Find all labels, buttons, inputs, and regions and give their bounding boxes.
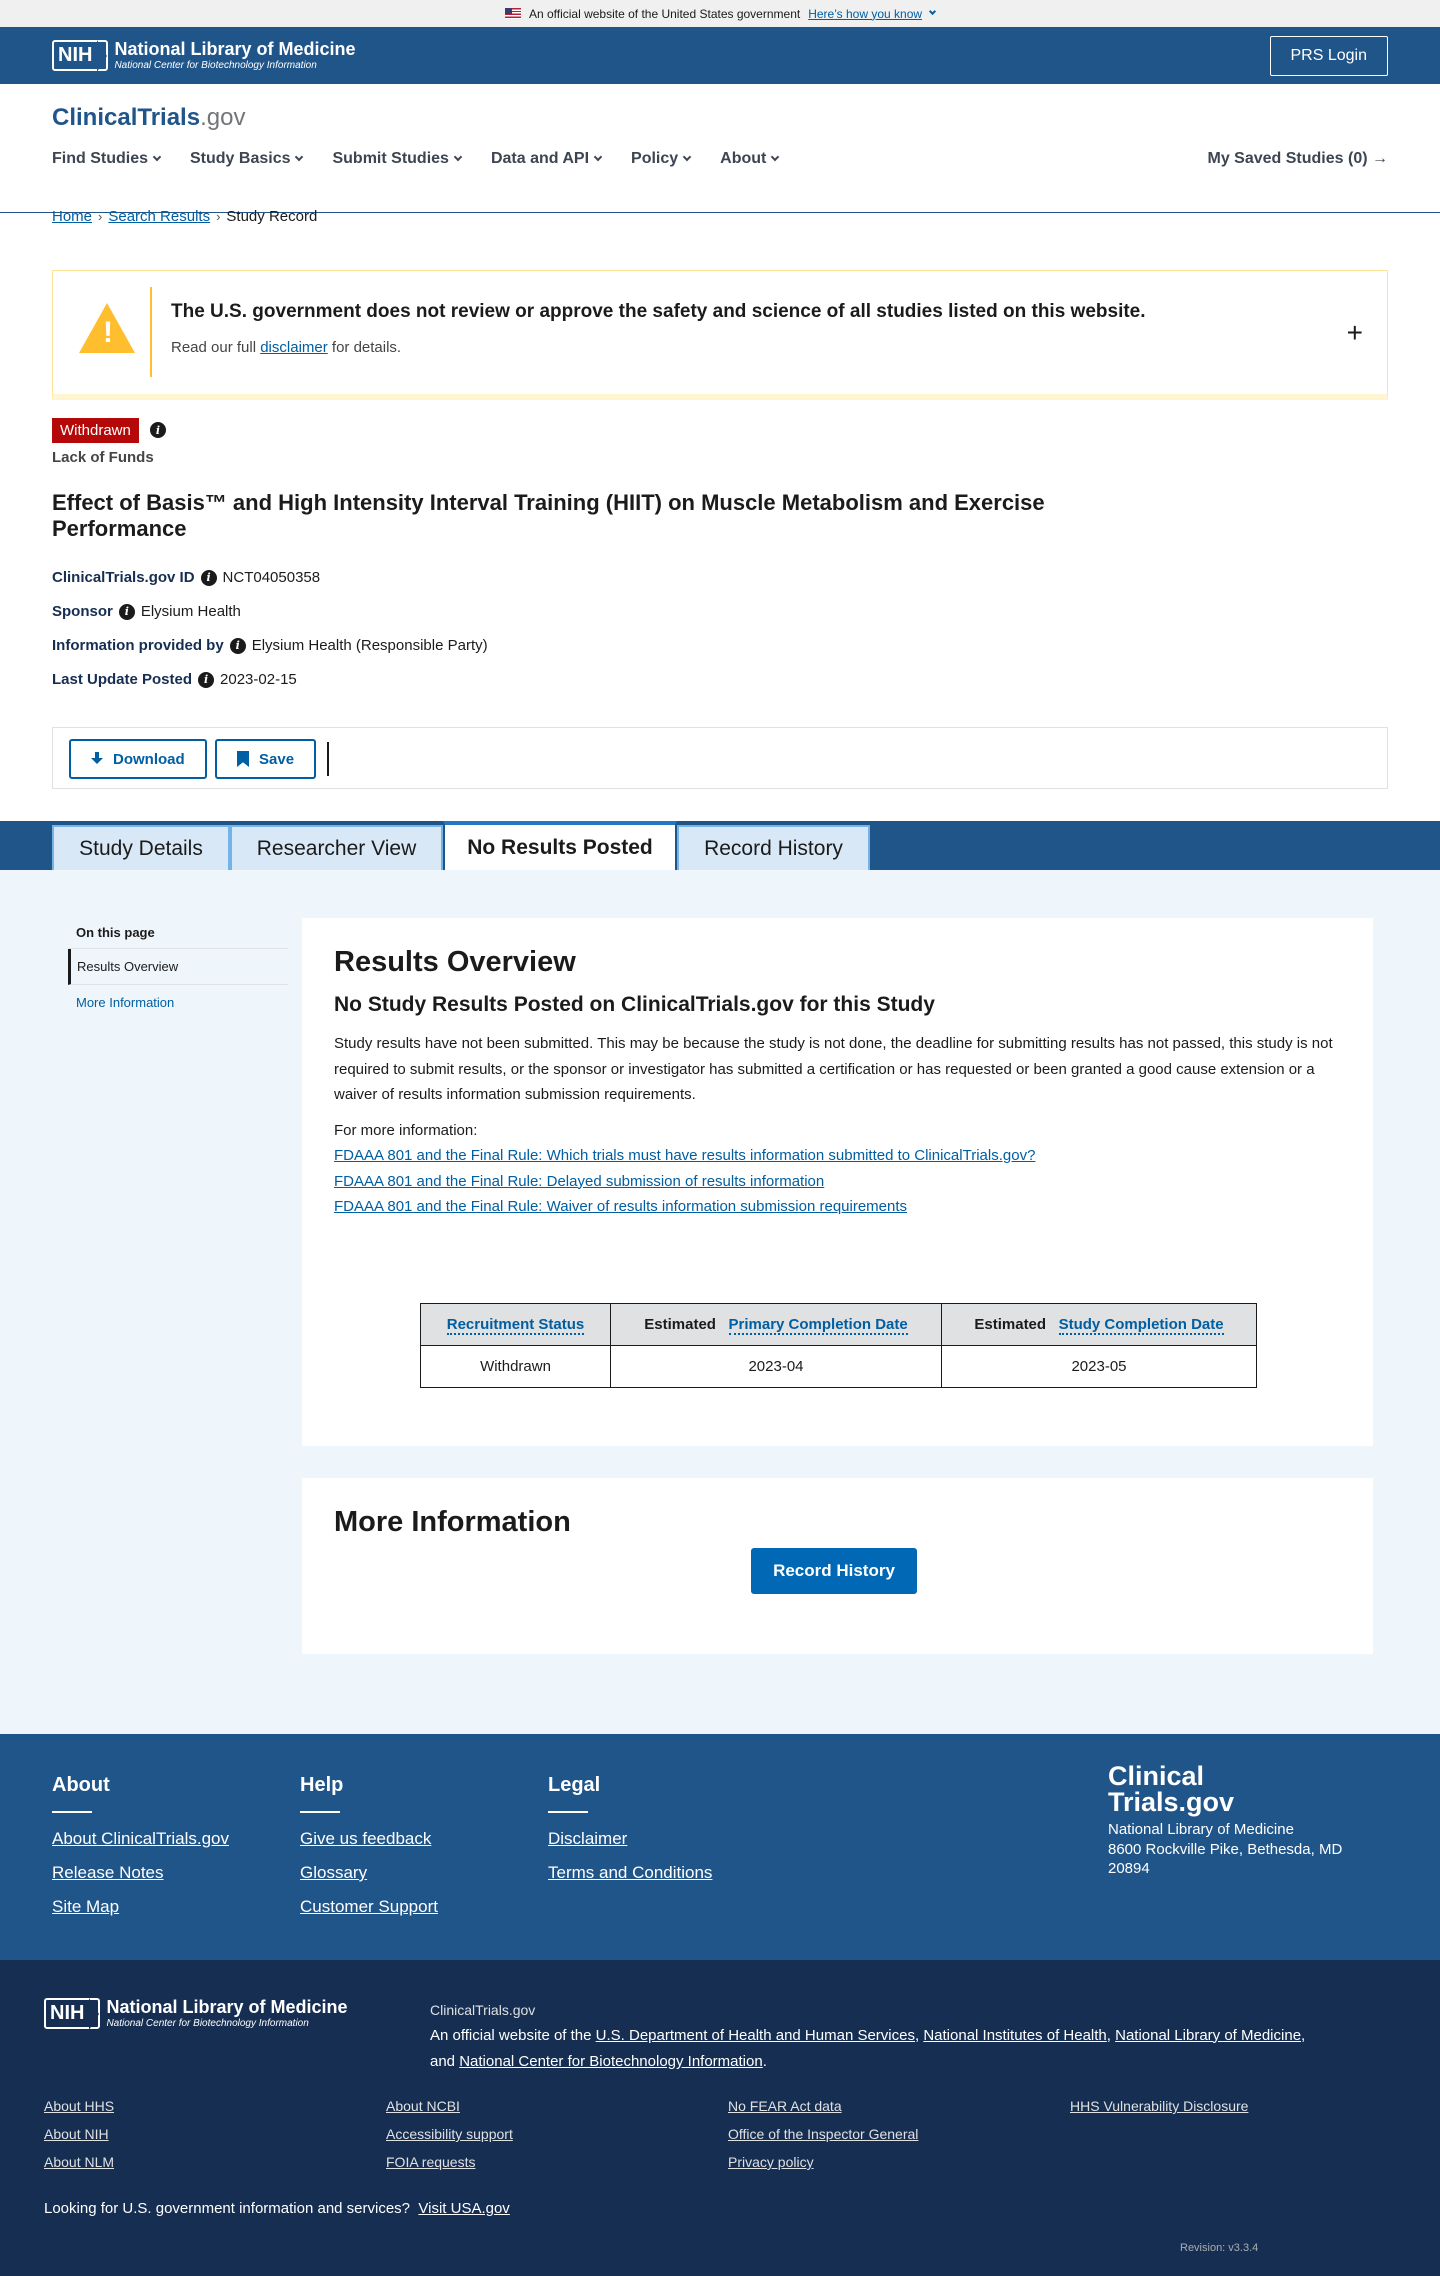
nav-data-and-api[interactable]: Data and API xyxy=(491,150,601,168)
us-flag-icon xyxy=(505,8,521,19)
breadcrumb xyxy=(52,208,317,225)
expand-plus-icon[interactable]: + xyxy=(1346,317,1363,348)
nih-bar xyxy=(0,27,1440,84)
study-tabs xyxy=(0,821,1440,870)
footer-link-about-hhs[interactable]: About HHS xyxy=(44,2098,115,2114)
status-table xyxy=(420,1303,1257,1388)
footer-link-terms[interactable]: Terms and Conditions xyxy=(548,1863,713,1882)
table-header-primary-completion: Estimated Primary Completion Date xyxy=(611,1304,942,1346)
divider xyxy=(300,1811,340,1813)
prs-login-button[interactable]: PRS Login xyxy=(1270,36,1389,76)
info-icon[interactable]: i xyxy=(119,604,135,620)
sponsor-value: Elysium Health xyxy=(140,603,241,620)
site-header xyxy=(0,84,1440,213)
usa-gov-link[interactable]: Visit USA.gov xyxy=(418,2200,510,2217)
footer-link-privacy[interactable]: Privacy policy xyxy=(728,2154,814,2170)
footer-links-col-3 xyxy=(728,2098,918,2182)
nav-study-basics[interactable]: Study Basics xyxy=(190,150,302,168)
nav-submit-studies[interactable]: Submit Studies xyxy=(332,150,460,168)
chevron-down-icon xyxy=(771,153,779,161)
divider xyxy=(548,1811,588,1813)
footer-legal-col xyxy=(548,1774,712,1897)
footer-help-col xyxy=(300,1774,438,1931)
sponsor-row xyxy=(52,603,241,620)
footer-link-disclaimer[interactable]: Disclaimer xyxy=(548,1829,628,1848)
footer-link-vulnerability[interactable]: HHS Vulnerability Disclosure xyxy=(1070,2098,1249,2114)
download-icon xyxy=(91,752,103,766)
table-header-study-completion: Estimated Study Completion Date xyxy=(942,1304,1257,1346)
arrow-right-icon: → xyxy=(1372,150,1388,167)
nlm-name: National Library of Medicine xyxy=(114,39,356,60)
main-nav xyxy=(52,150,778,168)
breadcrumb-search-results[interactable]: Search Results xyxy=(108,208,211,225)
table-cell-study-completion: 2023-05 xyxy=(942,1346,1257,1388)
nlm-logo[interactable] xyxy=(52,40,356,71)
footer-official-text: ClinicalTrials.gov An official website of the U.S. Department of Health and Human Services, National Institutes of Health, National Library of Medicine, and National Center for Biotechnology Information. xyxy=(430,1998,1400,2075)
footer-nlm-logo[interactable]: NIH National Library of Medicine National Center for Biotechnology Information xyxy=(44,1998,348,2029)
info-icon[interactable]: i xyxy=(230,638,246,654)
onpage-item-more-information[interactable]: More Information xyxy=(76,995,175,1010)
footer-link-support[interactable]: Customer Support xyxy=(300,1897,438,1916)
no-results-heading: No Study Results Posted on ClinicalTrials.gov for this Study xyxy=(334,993,935,1016)
footer-bottom xyxy=(0,1960,1440,2276)
record-history-button[interactable]: Record History xyxy=(751,1548,917,1594)
footer-link-release-notes[interactable]: Release Notes xyxy=(52,1863,164,1882)
footer-legal-title: Legal xyxy=(548,1774,601,1796)
fdaaa-links xyxy=(334,1143,1341,1220)
my-saved-studies-link[interactable]: My Saved Studies (0) → xyxy=(1207,150,1388,167)
heres-how-you-know-link[interactable]: Here’s how you know xyxy=(808,6,923,21)
chevron-down-icon xyxy=(454,153,462,161)
chevron-right-icon: › xyxy=(98,209,103,224)
fdaaa-link-which-trials[interactable]: FDAAA 801 and the Final Rule: Which trials must have results information submitted to ClinicalTrials.gov? xyxy=(334,1147,1036,1164)
hhs-link[interactable]: U.S. Department of Health and Human Services xyxy=(595,2026,915,2044)
results-overview-heading: Results Overview xyxy=(334,946,576,978)
warning-exclamation-icon: ! xyxy=(103,316,113,349)
onpage-item-results-overview[interactable]: Results Overview xyxy=(68,949,288,985)
study-id-value: NCT04050358 xyxy=(222,569,321,586)
study-id-row xyxy=(52,569,320,586)
on-this-page-title: On this page xyxy=(68,925,288,949)
chevron-down-icon xyxy=(594,153,602,161)
more-information-card xyxy=(302,1478,1373,1654)
footer-address: National Library of Medicine 8600 Rockville Pike, Bethesda, MD 20894 xyxy=(1108,1821,1343,1877)
nav-policy[interactable]: Policy xyxy=(631,150,690,168)
footer-link-about-nlm[interactable]: About NLM xyxy=(44,2154,115,2170)
sponsor-label: Sponsor xyxy=(52,603,113,620)
nih-logo-box: NIH xyxy=(52,40,108,71)
more-information-heading: More Information xyxy=(334,1506,571,1538)
table-header-recruitment-status: Recruitment Status xyxy=(421,1304,611,1346)
gov-banner xyxy=(0,0,1440,27)
chevron-down-icon xyxy=(153,153,161,161)
footer-site-name: ClinicalTrials.gov xyxy=(430,2002,536,2018)
footer-link-feedback[interactable]: Give us feedback xyxy=(300,1829,432,1848)
tab-study-details[interactable]: Study Details xyxy=(52,825,230,870)
disclaimer-text: Read our full disclaimer for details. xyxy=(171,339,402,356)
disclaimer-title: The U.S. government does not review or approve the safety and science of all studies listed on this website. xyxy=(171,301,1146,322)
disclaimer-link[interactable]: disclaimer xyxy=(260,339,328,356)
nih-link[interactable]: National Institutes of Health xyxy=(923,2026,1107,2044)
footer-about-title: About xyxy=(52,1774,110,1796)
more-info-label: For more information: xyxy=(334,1121,478,1139)
action-bar xyxy=(52,727,1388,789)
footer-link-inspector-general[interactable]: Office of the Inspector General xyxy=(728,2126,919,2142)
download-button[interactable]: Download xyxy=(69,739,207,779)
footer-link-accessibility[interactable]: Accessibility support xyxy=(386,2126,513,2142)
save-button[interactable]: Save xyxy=(215,739,316,779)
provided-by-row xyxy=(52,637,488,654)
footer-links-col-4 xyxy=(1070,2098,1248,2126)
on-this-page-nav xyxy=(68,925,288,1020)
info-icon[interactable]: i xyxy=(201,570,217,586)
footer-top xyxy=(0,1734,1440,1960)
divider xyxy=(52,1811,92,1813)
info-icon[interactable]: i xyxy=(198,672,214,688)
status-badge: Withdrawn xyxy=(52,418,139,443)
bookmark-icon xyxy=(237,751,249,767)
table-cell-status: Withdrawn xyxy=(421,1346,611,1388)
last-update-row xyxy=(52,671,297,688)
chevron-down-icon xyxy=(683,153,691,161)
chevron-right-icon: › xyxy=(216,209,221,224)
divider xyxy=(150,287,152,377)
fdaaa-link-delayed[interactable]: FDAAA 801 and the Final Rule: Delayed submission of results information xyxy=(334,1172,825,1190)
last-update-value: 2023-02-15 xyxy=(220,671,297,688)
footer-link-about-ct[interactable]: About ClinicalTrials.gov xyxy=(52,1829,229,1848)
chevron-down-icon xyxy=(929,8,936,15)
divider xyxy=(327,742,329,776)
gov-banner-text: An official website of the United States government xyxy=(528,6,801,21)
study-id-label: ClinicalTrials.gov ID xyxy=(52,569,195,586)
footer-links-col-2 xyxy=(386,2098,513,2182)
table-cell-primary-completion: 2023-04 xyxy=(611,1346,942,1388)
footer-link-glossary[interactable]: Glossary xyxy=(300,1863,368,1882)
footer-link-site-map[interactable]: Site Map xyxy=(52,1897,120,1916)
provided-by-label: Information provided by xyxy=(52,637,224,654)
nav-find-studies[interactable]: Find Studies xyxy=(52,150,160,168)
breadcrumb-home[interactable]: Home xyxy=(52,208,93,225)
status-reason: Lack of Funds xyxy=(52,449,154,466)
results-overview-card xyxy=(302,918,1373,1446)
tab-record-history[interactable]: Record History xyxy=(677,825,870,870)
chevron-down-icon xyxy=(295,153,303,161)
revision-label: Revision: v3.3.4 xyxy=(1180,2242,1259,2254)
table-row xyxy=(421,1346,1257,1388)
fdaaa-link-waiver[interactable]: FDAAA 801 and the Final Rule: Waiver of results information submission requirements xyxy=(334,1198,908,1215)
footer-ct-logo[interactable]: Clinical Trials.gov xyxy=(1108,1761,1235,1817)
last-update-label: Last Update Posted xyxy=(52,671,193,688)
nlm-link[interactable]: National Library of Medicine xyxy=(1115,2026,1302,2044)
footer-link-about-ncbi[interactable]: About NCBI xyxy=(386,2098,460,2114)
info-icon[interactable]: i xyxy=(150,422,166,438)
provided-by-value: Elysium Health (Responsible Party) xyxy=(251,637,488,654)
footer-help-title: Help xyxy=(300,1774,344,1796)
tab-no-results-posted[interactable]: No Results Posted xyxy=(443,821,677,870)
ncbi-link[interactable]: National Center for Biotechnology Information xyxy=(459,2052,763,2070)
study-title: Effect of Basis™ and High Intensity Interval Training (HIIT) on Muscle Metabolism and Exercise Performance xyxy=(52,490,1045,542)
clinicaltrials-logo[interactable]: ClinicalTrials.gov xyxy=(52,104,246,131)
results-body: Study results have not been submitted. This may be because the study is not done, the deadline for submitting results has not passed, this study is not required to submit results, or the sponsor or investigator has submitted a certification or has requested or been granted a good cause extension or a waiver of results information submission requirements. xyxy=(334,1035,1333,1103)
ncbi-name: National Center for Biotechnology Information xyxy=(114,59,317,71)
footer-link-foia[interactable]: FOIA requests xyxy=(386,2154,476,2170)
footer-link-no-fear[interactable]: No FEAR Act data xyxy=(728,2098,842,2114)
nav-about[interactable]: About xyxy=(720,150,778,168)
tab-researcher-view[interactable]: Researcher View xyxy=(230,825,443,870)
footer-about-col xyxy=(52,1774,229,1931)
footer-links-col-1 xyxy=(44,2098,114,2182)
disclaimer-alert xyxy=(52,270,1388,400)
nih-logo-box: NIH xyxy=(44,1998,100,2029)
footer-link-about-nih[interactable]: About NIH xyxy=(44,2126,109,2142)
breadcrumb-current: Study Record xyxy=(226,208,318,225)
footer-usa-gov: Looking for U.S. government information and services? Visit USA.gov xyxy=(44,2200,510,2217)
